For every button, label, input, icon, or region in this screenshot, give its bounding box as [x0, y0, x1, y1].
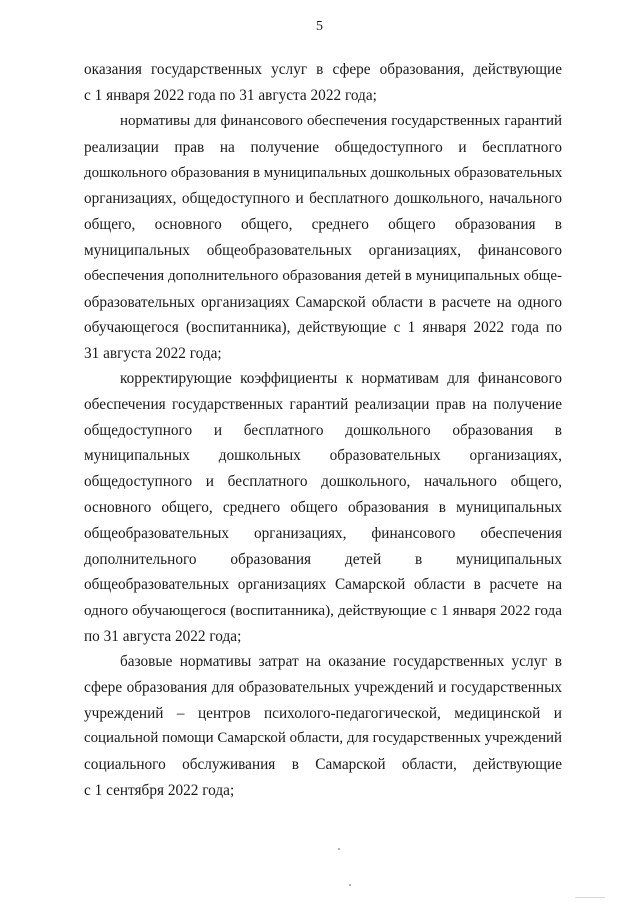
text-line: обучающегося (воспитанника), действующие с 1 января 2022 года по: [84, 319, 562, 337]
text-line: по 31 августа 2022 года;: [84, 627, 242, 645]
paragraph-coefficients: [84, 366, 562, 650]
text-line: базовые нормативы затрат на оказание государственных услуг в: [120, 653, 562, 670]
text-line: одного обучающегося (воспитанника), действующие с 1 января 2022 года: [84, 602, 562, 620]
paragraph-continuation: [84, 57, 562, 109]
text-line: оказания государственных услуг в сфере образования, действующие: [84, 61, 562, 78]
text-line: муниципальных дошкольных образовательных организациях,: [84, 447, 562, 465]
text-line: с 1 сентября 2022 года;: [84, 781, 235, 799]
scan-speck: [349, 884, 351, 886]
scan-speck: [575, 897, 605, 898]
text-line: сфере образования для образовательных учреждений и государственных: [84, 678, 562, 696]
text-line: основного общего, среднего общего образования в муниципальных: [84, 498, 562, 516]
paragraph-normatives: [84, 109, 562, 367]
text-line: корректирующие коэффициенты к нормативам для финансового: [120, 370, 562, 387]
text-line: социальной помощи Самарской области, для государственных учреждений: [84, 730, 562, 747]
text-line: муниципальных общеобразовательных организациях, финансового: [84, 241, 562, 259]
text-line: с 1 января 2022 года по 31 августа 2022 года;: [84, 86, 377, 104]
text-line: общеобразовательных организациях, финансового обеспечения: [84, 524, 562, 542]
text-line: обеспечения дополнительного образования детей в муниципальных обще-: [84, 267, 562, 284]
page-number: 5: [316, 19, 323, 34]
text-line: дополнительного образования детей в муниципальных: [84, 550, 562, 568]
text-line: общедоступного и бесплатного дошкольного образования в: [84, 421, 562, 439]
paragraph-base-normatives: [84, 649, 562, 804]
text-line: общего, основного общего, среднего общего образования в: [84, 216, 562, 234]
text-line: организациях, общедоступного и бесплатного дошкольного, начального: [84, 190, 562, 208]
text-line: обеспечения государственных гарантий реализации прав на получение: [84, 395, 562, 413]
text-line: общеобразовательных организациях Самарской области в расчете на: [84, 576, 562, 594]
text-line: социального обслуживания в Самарской области, действующие: [84, 756, 562, 774]
text-line: нормативы для финансового обеспечения государственных гарантий: [120, 113, 562, 129]
text-line: дошкольного образования в муниципальных дошкольных образовательных: [84, 164, 563, 181]
text-line: образовательных организациях Самарской области в расчете на одного: [84, 293, 562, 311]
scan-speck: [338, 848, 340, 850]
text-line: общедоступного и бесплатного дошкольного, начального общего,: [84, 473, 562, 491]
text-line: 31 августа 2022 года;: [84, 345, 222, 363]
text-line: учреждений – центров психолого-педагогической, медицинской и: [84, 704, 562, 722]
text-line: реализации прав на получение общедоступного и бесплатного: [84, 138, 562, 156]
